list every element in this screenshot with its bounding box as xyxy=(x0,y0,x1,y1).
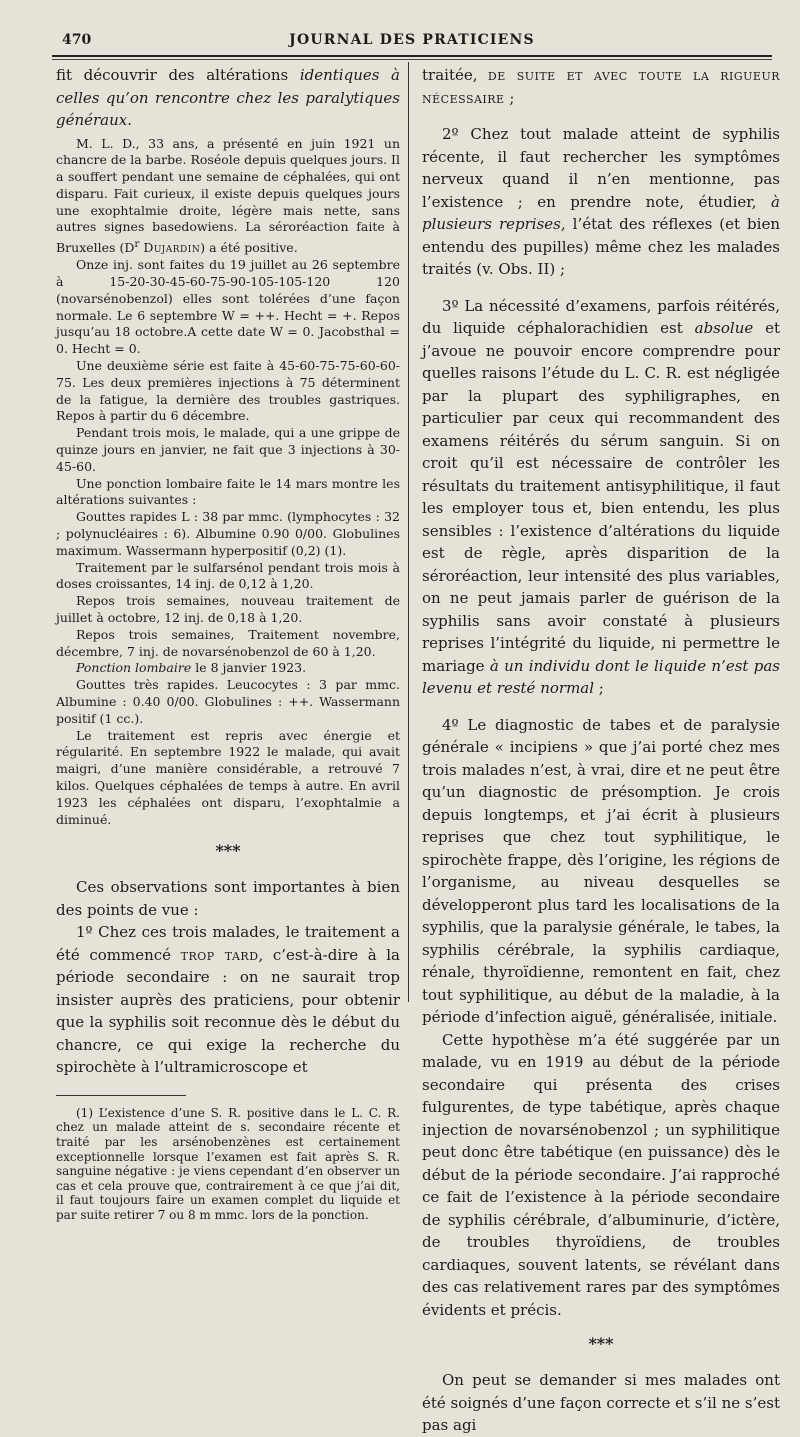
point-2 xyxy=(422,123,780,281)
point-4: 4º Le diagnostic de tabes et de paralysie générale « incipiens » que j’ai porté chez mes trois malades n’est, à vrai, dire et ne peut être qu’un diagnostic de présomption. Je crois depuis longtemps, et j’ai écrit à plusieurs reprises que chez tout syphilitique, le spirochète frappe, dès l’origine, les régions de l’organisme, au niveau desquelles se développeront plus tard les localisations de la syphilis, que la paralysie générale, le tabes, la syphilis cérébrale, la syphilis cardiaque, rénale, thyroïdienne, remontent en fait, chez tout syphilitique, au début de la maladie, à la période d’infection aiguë, généralisée, initiale. xyxy=(422,715,780,1026)
footnote: (1) L’existence d’une S. R. positive dans le L. C. R. chez un malade atteint de s. secondaire récente et traité par les arsénobenzènes est certainement exceptionnelle lorsque l’examen est fait après S. R. sanguine négative : je viens cependant d’en observer un cas et cela prouve que, contrairement à ce que j’ai dit, il faut toujours faire un examen complet du liquide et par suite retirer 7 ou 8 m mmc. lors de la ponction. xyxy=(56,1105,400,1222)
left-column xyxy=(56,64,400,1222)
treatment-resumed: Le traitement est repris avec énergie et régularité. En septembre 1922 le malade, qui avait maigri, d’une manière considérable, a retrouvé 7 kilos. Quelques céphalées de temps à autre. En avril 1923 les céphalées ont disparu, l’exophtalmie a diminué. xyxy=(56,727,400,827)
point-2-text-end: , l’état des réflexes (et bien entendu des pupilles) même chez les malades traités (v. Obs. II) ; xyxy=(422,215,780,278)
point-3 xyxy=(422,295,780,700)
lumbar-puncture: Une ponction lombaire faite le 14 mars montre les altérations suivantes : xyxy=(56,475,400,508)
case-text: M. L. D., 33 ans, a présenté en juin 1921 un chancre de la barbe. Roséole depuis quelques jours. Il a souffert pendant une semaine de céphalées, qui ont disparu. Fait curieux, il existe depuis quelques jours une exophtalmie droite, légère mais nette, sans autres signes basedowiens. La séroréaction faite à Bruxelles (D xyxy=(56,135,400,256)
puncture-results: Gouttes rapides L : 38 par mmc. (lymphocytes : 32 ; polynucléaires : 6). Albumine 0.90 0/00. Globulines maximum. Wassermann hyperpositif (0,2) (1). xyxy=(56,509,400,558)
rest-november-december: Repos trois semaines, Traitement novembre, décembre, 7 inj. de novarsénobenzol de 60 à 1,20. xyxy=(56,626,400,659)
case-superscript: r xyxy=(134,238,140,251)
point-3-emphasis: absolue xyxy=(694,319,754,337)
column-divider xyxy=(408,62,409,1002)
continuation-end: ; xyxy=(504,88,515,107)
observations-intro: Ces observations sont importantes à bien des points de vue : xyxy=(56,878,400,919)
treatment-series-2: Une deuxième série est faite à 45-60-75-75-60-60-75. Les deux premières injections à 75 déterminent de la fatigue, la dernière des troubles gastriques. Repos à partir du 6 décembre. xyxy=(56,358,400,424)
point-1-smallcaps: trop tard xyxy=(180,945,259,964)
section-separator: *** xyxy=(215,841,241,861)
intro-emphasis: identiques à celles qu’on rencontre chez les paralytiques généraux. xyxy=(56,66,400,129)
intro-paragraph xyxy=(56,64,400,132)
point-3-text-end: ; xyxy=(594,679,604,697)
continuation xyxy=(422,64,780,109)
point-2-text: 2º Chez tout malade atteint de syphilis récente, il faut rechercher les symptômes nerveux quand il n’en mentionne, pas l’existence ; en prendre note, étudier, xyxy=(422,125,780,211)
treatment-months: Pendant trois mois, le malade, qui a une grippe de quinze jours en janvier, ne fait que 3 injections à 30-45-60. xyxy=(56,425,400,474)
second-puncture xyxy=(56,660,400,677)
treatment-series-1: Onze inj. sont faites du 19 juillet au 26 septembre à 15-20-30-45-60-75-90-105-105-120 120 (novarsénobenzol) elles sont tolérées d’une façon normale. Le 6 septembre W = ++. Hecht = +. Repos jusqu’au 18 octobre.A cette date W = 0. Jacobsthal = 0. Hecht = 0. xyxy=(56,257,400,357)
rest-july-october: Repos trois semaines, nouveau traitement de juillet à octobre, 12 inj. de 0,18 à 1,20. xyxy=(56,593,400,625)
case-text-end: ) a été positive. xyxy=(200,240,298,256)
point-1-text: 1º Chez ces trois malades, le traitement a été commencé xyxy=(56,923,400,964)
closing-paragraph: On peut se demander si mes malades ont été soignés d’une façon correcte et s’il ne s’est pas agi xyxy=(422,1371,780,1434)
page-header xyxy=(52,30,772,54)
point-2-emphasis: à plusieurs reprises xyxy=(422,192,780,233)
second-puncture-results: Gouttes très rapides. Leucocytes : 3 par mmc. Albumine : 0.40 0/00. Globulines : ++. Wassermann positif (1 cc.). xyxy=(56,677,400,726)
case-doctor-name: Dujardin xyxy=(143,240,201,256)
hypothesis-paragraph: Cette hypothèse m’a été suggérée par un malade, vu en 1919 au début de la période secondaire qui présenta des crises fulgurentes, de type tabétique, après chaque injection de novarsénobenzol ; un syphilitique peut donc être tabétique (en puissance) dès le début de la période secondaire. J’ai rapproché ce fait de l’existence à la période secondaire de syphilis cérébrale, d’albuminurie, d’ictère, de troubles thyroïdiens, de troubles cardiaques, souvent latents, se révélant dans des cas relativement rares par des symptômes évidents et précis. xyxy=(422,1030,780,1319)
point-3-text: 3º La nécessité d’examens, parfois réitérés, du liquide céphalorachidien est xyxy=(422,296,780,337)
header-rule-thin xyxy=(52,59,772,60)
case-paragraph xyxy=(56,136,400,258)
point-3-text-mid: et j’avoue ne pouvoir encore comprendre pour quelles raisons l’étude du L. C. R. est négligée par la plupart des syphiligraphes, en particulier par ceux qui recommandent des examens réitérés du sérum sanguin. Si on croit qu’il est nécessaire de contrôler les résultats du traitement antisyphilitique, il faut les employer tous et, bien entendu, les plus sensibles : l’existence d’altérations du liquide est de règle, après disparition de la séroréaction, leur intensité des plus variables, on ne peut jamais parler de guérison de la syphilis sans avoir constaté à plusieurs reprises l’intégrité du liquide, ni permettre le mariage xyxy=(422,319,780,675)
point-3-emphasis-2: à un individu dont le liquide n’est pas levenu et resté normal xyxy=(422,656,780,697)
page-number: 470 xyxy=(62,32,92,48)
point-1 xyxy=(56,921,400,1079)
continuation-smallcaps: de suite et avec toute la rigueur nécessaire xyxy=(422,66,780,107)
point-1-text-end: , c’est-à-dire à la période secondaire : on ne saurait trop insister auprès des praticiens, pour obtenir que la syphilis soit reconnue dès le début du chancre, ce qui exige la recherche du spirochète à l’ultramicroscope et xyxy=(56,945,400,1077)
journal-title: JOURNAL DES PRATICIENS xyxy=(289,32,535,48)
right-column xyxy=(422,64,780,1434)
section-separator-right: *** xyxy=(588,1334,614,1353)
header-rule xyxy=(52,55,772,57)
intro-text: fit découvrir des altérations xyxy=(56,66,300,84)
footnote-rule xyxy=(56,1095,186,1096)
puncture-date: le 8 janvier 1923. xyxy=(191,660,307,676)
puncture-emphasis: Ponction lombaire xyxy=(76,660,192,676)
sulfarsenol-treatment: Traitement par le sulfarsénol pendant trois mois à doses croissantes, 14 inj. de 0,12 à 1,20. xyxy=(56,559,400,592)
continuation-text: traitée, xyxy=(422,66,488,84)
